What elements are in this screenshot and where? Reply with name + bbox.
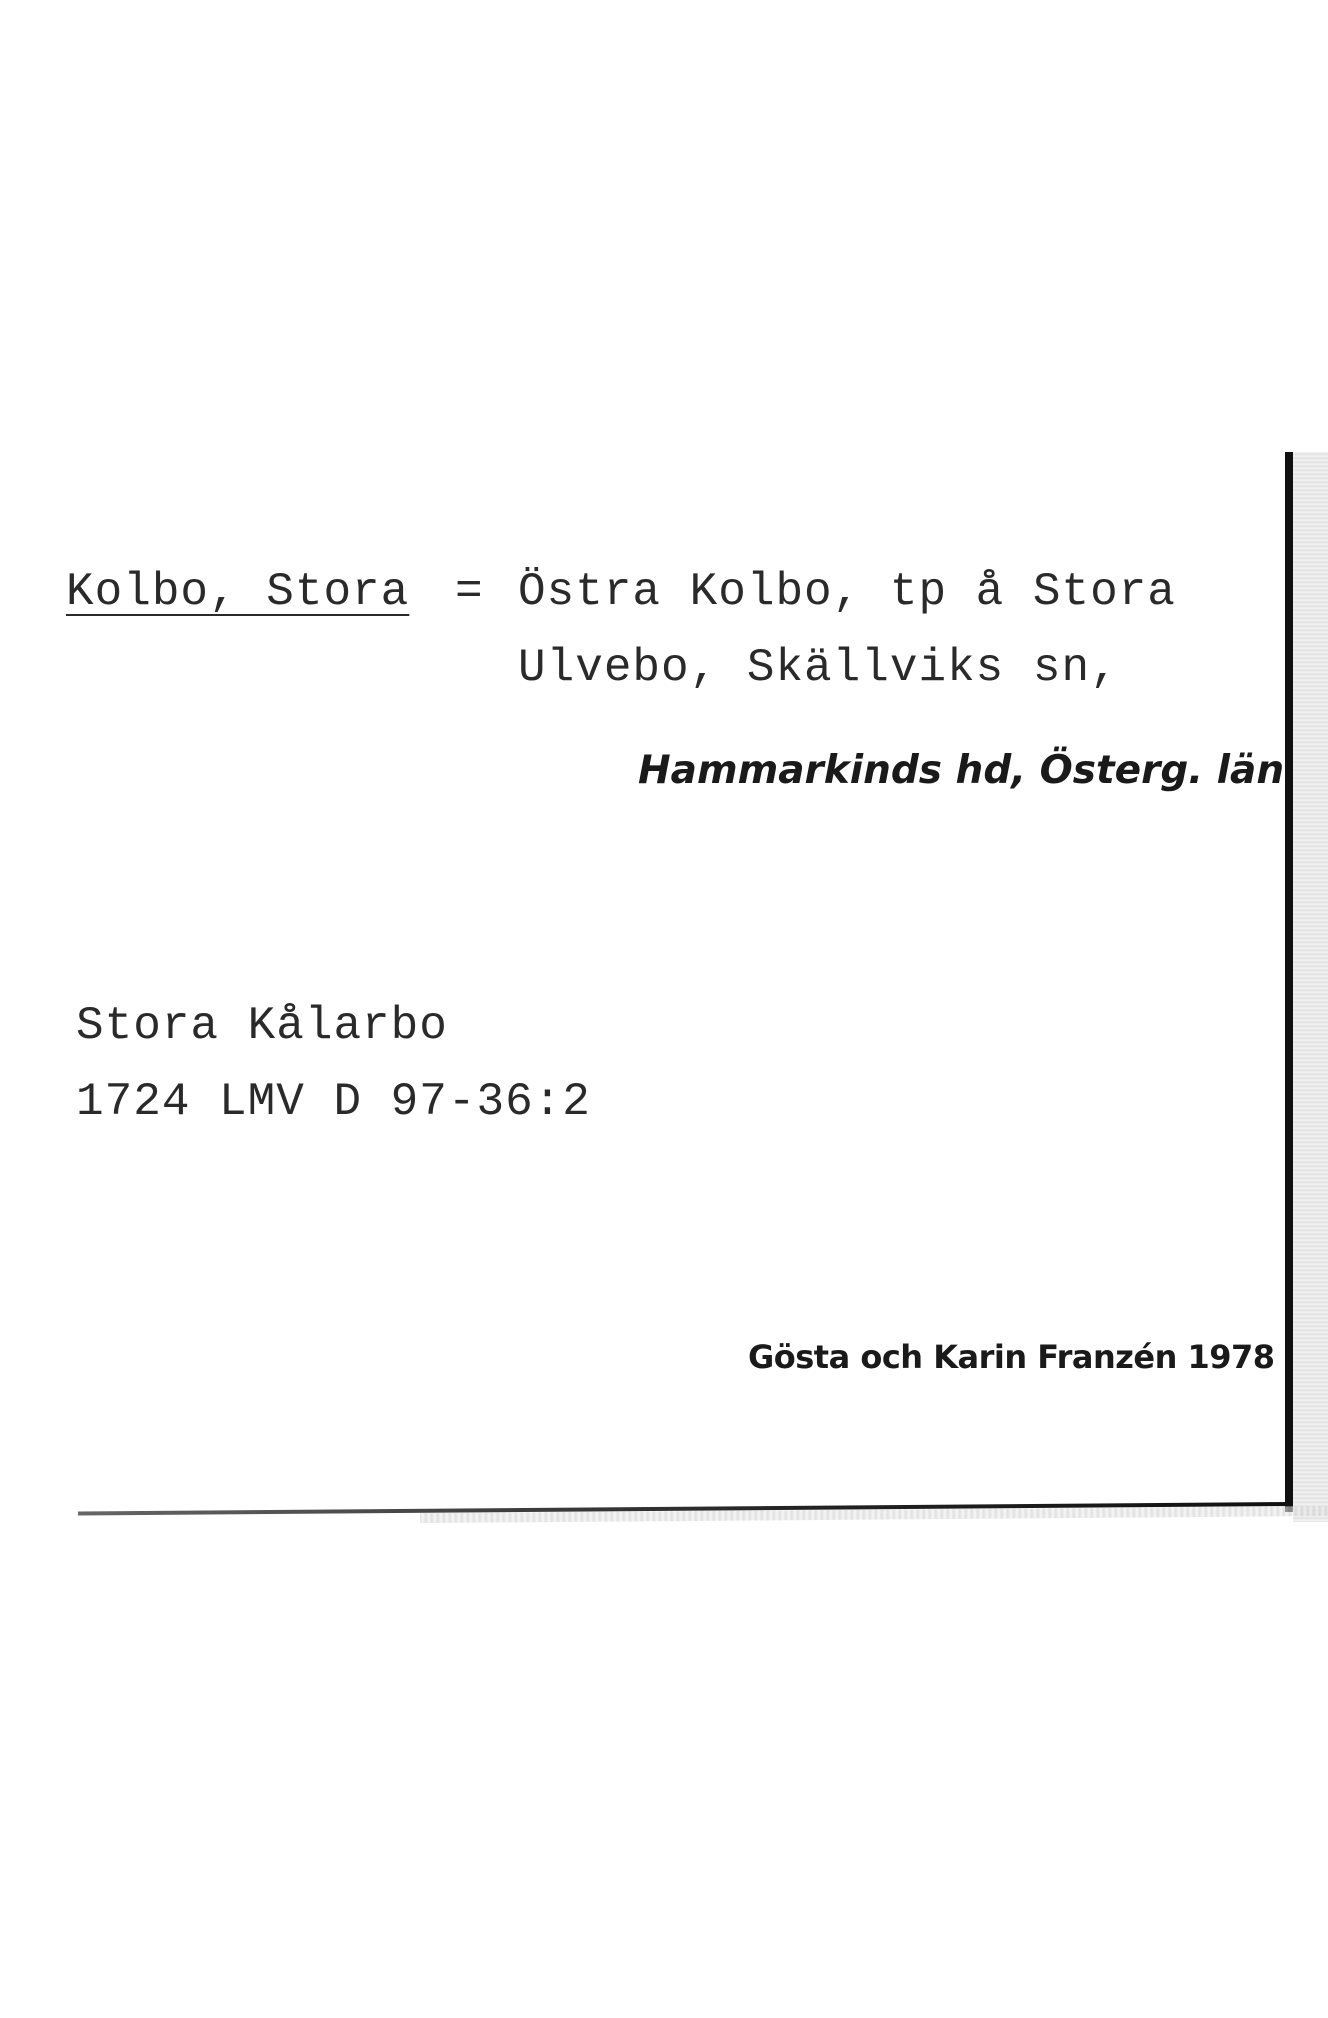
card-right-edge [1285,452,1293,1512]
card-edge-shadow [1293,452,1328,1522]
definition-line-2: Ulvebo, Skällviks sn, [518,642,1119,694]
credit-stamp: Gösta och Karin Franzén 1978 [748,1338,1275,1376]
equals-sign: = [455,566,484,618]
variant-form: Stora Kålarbo [76,1000,448,1052]
definition-line-1: Östra Kolbo, tp å Stora [518,566,1176,618]
source-reference: 1724 LMV D 97-36:2 [76,1076,591,1128]
headword: Kolbo, Stora [66,566,410,618]
region-stamp: Hammarkinds hd, Österg. län [638,748,1285,793]
